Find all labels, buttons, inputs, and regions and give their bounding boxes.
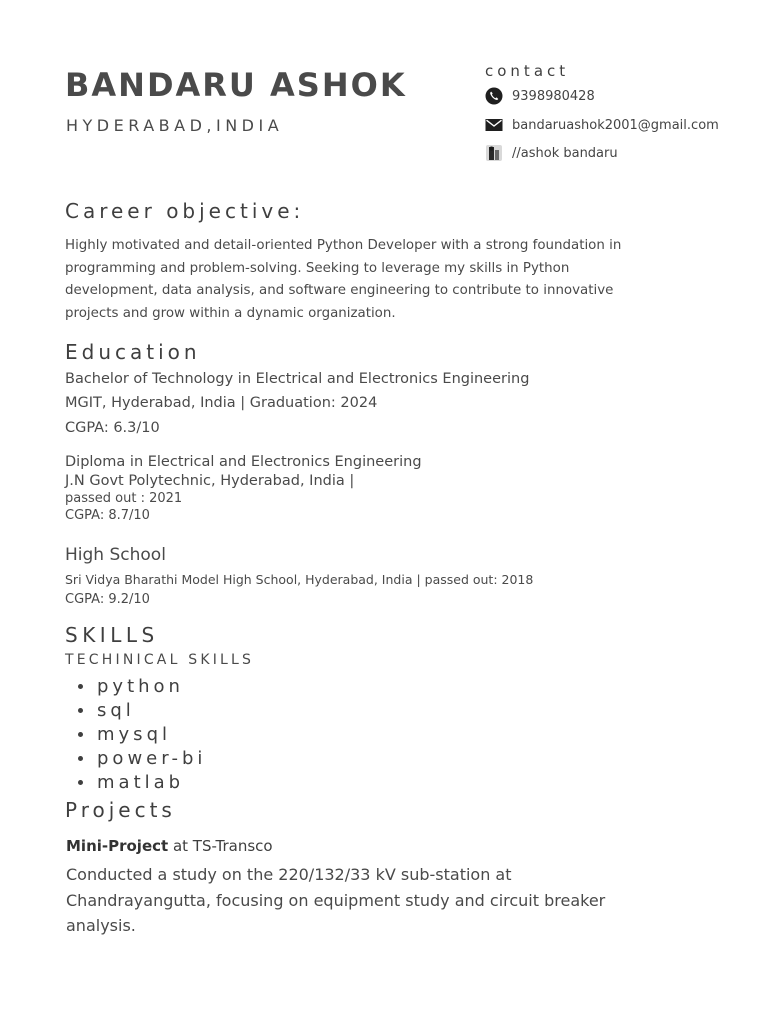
phone-icon [485,87,503,105]
btech-institution: MGIT, Hyderabad, India | Graduation: 2024 [65,395,378,411]
linkedin-icon [485,144,503,162]
career-objective-text: Highly motivated and detail-oriented Python Developer with a strong foundation in programming and problem-solving. Seeking to leverage my skills in Python development, data analysis, and software engineering to contribute to innovative projects and grow within a dynamic organization. [65,238,622,321]
skill-item [78,770,206,794]
high-school-title: High School [65,545,166,565]
resume-name: BANDARU ASHOK [65,66,407,104]
bullet-icon [78,780,83,785]
skill-label: python [97,675,184,697]
contact-heading: contact [485,62,570,80]
education-heading: Education [65,340,201,364]
bullet-icon [78,708,83,713]
skill-item [78,746,206,770]
skill-label: matlab [97,771,185,793]
career-objective-heading: Career objective: [65,199,305,223]
skill-item [78,698,206,722]
skill-label: mysql [97,723,171,745]
skill-label: power-bi [97,747,207,769]
bullet-icon [78,732,83,737]
projects-heading: Projects [65,798,176,822]
contact-linkedin [485,143,618,163]
skills-list [78,674,206,794]
diploma-institution: J.N Govt Polytechnic, Hyderabad, India | [65,473,355,489]
phone-number: 9398980428 [512,88,595,104]
mail-icon [485,116,503,134]
diploma-cgpa: CGPA: 8.7/10 [65,508,150,523]
mini-project-line [66,837,273,855]
bullet-icon [78,756,83,761]
email-address: bandaruashok2001@gmail.com [512,117,719,133]
btech-cgpa: CGPA: 6.3/10 [65,420,160,436]
high-school-institution: Sri Vidya Bharathi Model High School, Hyderabad, India | passed out: 2018 [65,572,534,587]
skills-heading: SKILLS [65,623,159,647]
bullet-icon [78,684,83,689]
diploma-passed-out: passed out : 2021 [65,491,183,506]
resume-location: HYDERABAD,INDIA [66,116,284,135]
technical-skills-subheading: TECHINICAL SKILLS [65,652,255,668]
linkedin-handle: //ashok bandaru [512,145,618,161]
skill-item [78,674,206,698]
skill-item [78,722,206,746]
mini-project-org: at TS-Transco [168,837,273,855]
contact-email [485,115,719,135]
high-school-cgpa: CGPA: 9.2/10 [65,592,150,607]
diploma-degree: Diploma in Electrical and Electronics Engineering [65,454,422,470]
contact-phone [485,86,595,106]
btech-degree: Bachelor of Technology in Electrical and Electronics Engineering [65,371,530,387]
skill-label: sql [97,699,135,721]
mini-project-label: Mini-Project [66,837,169,855]
project-description: Conducted a study on the 220/132/33 kV sub-station at Chandrayangutta, focusing on equipment study and circuit breaker analysis. [66,865,606,935]
